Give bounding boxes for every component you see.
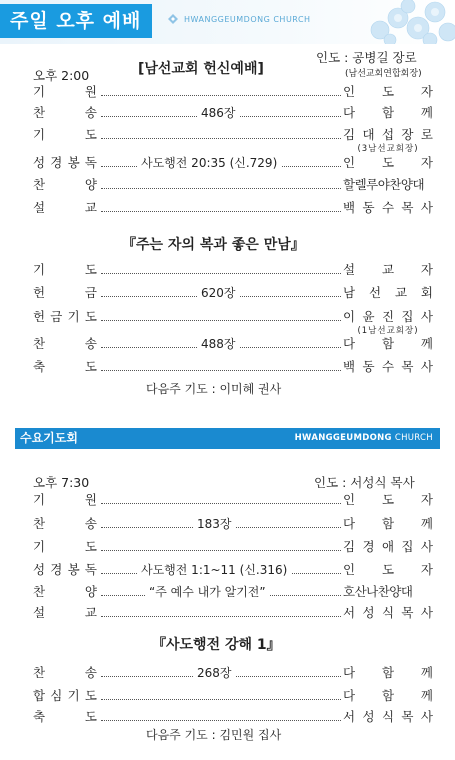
section2-brand: HWANGGEUMDONG CHURCH bbox=[294, 433, 433, 443]
section2-time: 오후 7:30 bbox=[33, 475, 90, 490]
order-detail: 268장 bbox=[193, 663, 236, 683]
dotted-leader bbox=[101, 273, 341, 274]
order-row bbox=[33, 663, 433, 683]
person-note: (1남선교회장) bbox=[357, 326, 419, 336]
order-row bbox=[33, 103, 433, 123]
order-person: 할렐루야찬양대 bbox=[343, 177, 425, 192]
order-person: 서 성 식 목 사 bbox=[343, 605, 433, 620]
dotted-leader bbox=[101, 550, 341, 551]
order-row bbox=[33, 125, 433, 154]
order-person: 다 함 께 bbox=[343, 516, 433, 531]
dotted-leader bbox=[101, 211, 341, 212]
dotted-leader bbox=[101, 188, 341, 189]
order-detail: 사도행전 1:1~11 (신.316) bbox=[137, 560, 291, 580]
order-role: 기 도 bbox=[33, 262, 97, 277]
section2-title: 수요기도회 bbox=[20, 431, 78, 445]
order-detail: 사도행전 20:35 (신.729) bbox=[137, 153, 281, 173]
order-role: 찬 송 bbox=[33, 516, 97, 531]
order-row bbox=[33, 307, 433, 336]
order-person: 남 선 교 회 bbox=[343, 285, 433, 300]
order-row bbox=[33, 260, 433, 280]
dotted-leader bbox=[101, 320, 341, 321]
order-role: 찬 송 bbox=[33, 665, 97, 680]
church-logo-icon bbox=[166, 12, 180, 26]
order-row bbox=[33, 198, 433, 218]
service-leader-affiliation: (남선교회연합회장) bbox=[345, 69, 422, 79]
order-person: 백 동 수 목 사 bbox=[343, 200, 433, 215]
order-row bbox=[33, 514, 433, 534]
order-person: 김 대 섭 장 로 bbox=[343, 127, 433, 142]
order-row bbox=[33, 537, 433, 557]
order-person: 인 도 자 bbox=[343, 492, 433, 507]
order-row bbox=[33, 153, 433, 173]
order-person: 이 윤 진 집 사 bbox=[343, 309, 433, 324]
order-person: 서 성 식 목 사 bbox=[343, 709, 433, 724]
order-role: 설 교 bbox=[33, 200, 97, 215]
service-leader: 인도 : 공병길 장로 bbox=[316, 50, 417, 65]
order-detail: 620장 bbox=[197, 283, 240, 303]
order-role: 찬 송 bbox=[33, 336, 97, 351]
order-row bbox=[33, 603, 433, 623]
order-person: 다 함 께 bbox=[343, 105, 433, 120]
order-row bbox=[33, 357, 433, 377]
section2-next-week-prayer: 다음주 기도 : 김민원 집사 bbox=[146, 728, 282, 742]
order-role: 기 원 bbox=[33, 492, 97, 507]
order-role: 설 교 bbox=[33, 605, 97, 620]
section2-sermon-title: 『사도행전 강해 1』 bbox=[152, 637, 281, 653]
order-role: 찬 송 bbox=[33, 105, 97, 120]
order-row bbox=[33, 686, 433, 706]
order-detail: 183장 bbox=[193, 514, 236, 534]
dotted-leader bbox=[101, 720, 341, 721]
service-time: 오후 2:00 bbox=[33, 68, 90, 83]
order-role: 성 경 봉 독 bbox=[33, 155, 97, 170]
order-role: 기 도 bbox=[33, 127, 97, 142]
order-person: 다 함 께 bbox=[343, 336, 433, 351]
order-person: 설 교 자 bbox=[343, 262, 433, 277]
order-person: 인 도 자 bbox=[343, 562, 433, 577]
order-role: 찬 양 bbox=[33, 584, 97, 599]
order-role: 성 경 봉 독 bbox=[33, 562, 97, 577]
dotted-leader bbox=[101, 616, 341, 617]
order-detail: 488장 bbox=[197, 334, 240, 354]
order-role: 축 도 bbox=[33, 359, 97, 374]
order-person: 인 도 자 bbox=[343, 84, 433, 99]
order-person: 호산나찬양대 bbox=[343, 584, 413, 599]
order-person: 다 함 께 bbox=[343, 688, 433, 703]
next-week-prayer: 다음주 기도 : 이미혜 권사 bbox=[146, 382, 282, 396]
sermon-title: 『주는 자의 복과 좋은 만남』 bbox=[122, 237, 305, 253]
dotted-leader bbox=[101, 138, 341, 139]
order-detail: 486장 bbox=[197, 103, 240, 123]
order-role: 헌 금 bbox=[33, 285, 97, 300]
order-person: 김 경 애 집 사 bbox=[343, 539, 433, 554]
order-person: 다 함 께 bbox=[343, 665, 433, 680]
section2-leader: 인도 : 서성식 목사 bbox=[314, 475, 415, 490]
order-role: 축 도 bbox=[33, 709, 97, 724]
dotted-leader bbox=[101, 503, 341, 504]
order-detail: “주 예수 내가 알기전” bbox=[145, 582, 270, 602]
order-row bbox=[33, 283, 433, 303]
order-role: 헌 금 기 도 bbox=[33, 309, 97, 324]
order-row bbox=[33, 175, 433, 195]
dotted-leader bbox=[101, 699, 341, 700]
service-title: [남선교회 헌신예배] bbox=[138, 61, 264, 77]
order-row bbox=[33, 82, 433, 102]
order-role: 합 심 기 도 bbox=[33, 688, 97, 703]
dotted-leader bbox=[101, 95, 341, 96]
order-row bbox=[33, 490, 433, 510]
order-row bbox=[33, 560, 433, 580]
order-role: 기 도 bbox=[33, 539, 97, 554]
order-role: 기 원 bbox=[33, 84, 97, 99]
hydrangea-flower-decoration bbox=[360, 0, 455, 44]
order-row bbox=[33, 707, 433, 727]
order-role: 찬 양 bbox=[33, 177, 97, 192]
order-row bbox=[33, 582, 433, 602]
page-title: 주일 오후 예배 bbox=[0, 4, 152, 38]
order-row bbox=[33, 334, 433, 354]
dotted-leader bbox=[101, 370, 341, 371]
church-brand: HWANGGEUMDONG CHURCH bbox=[184, 15, 311, 24]
order-person: 인 도 자 bbox=[343, 155, 433, 170]
order-person: 백 동 수 목 사 bbox=[343, 359, 433, 374]
person-note: (3남선교회장) bbox=[357, 144, 419, 154]
